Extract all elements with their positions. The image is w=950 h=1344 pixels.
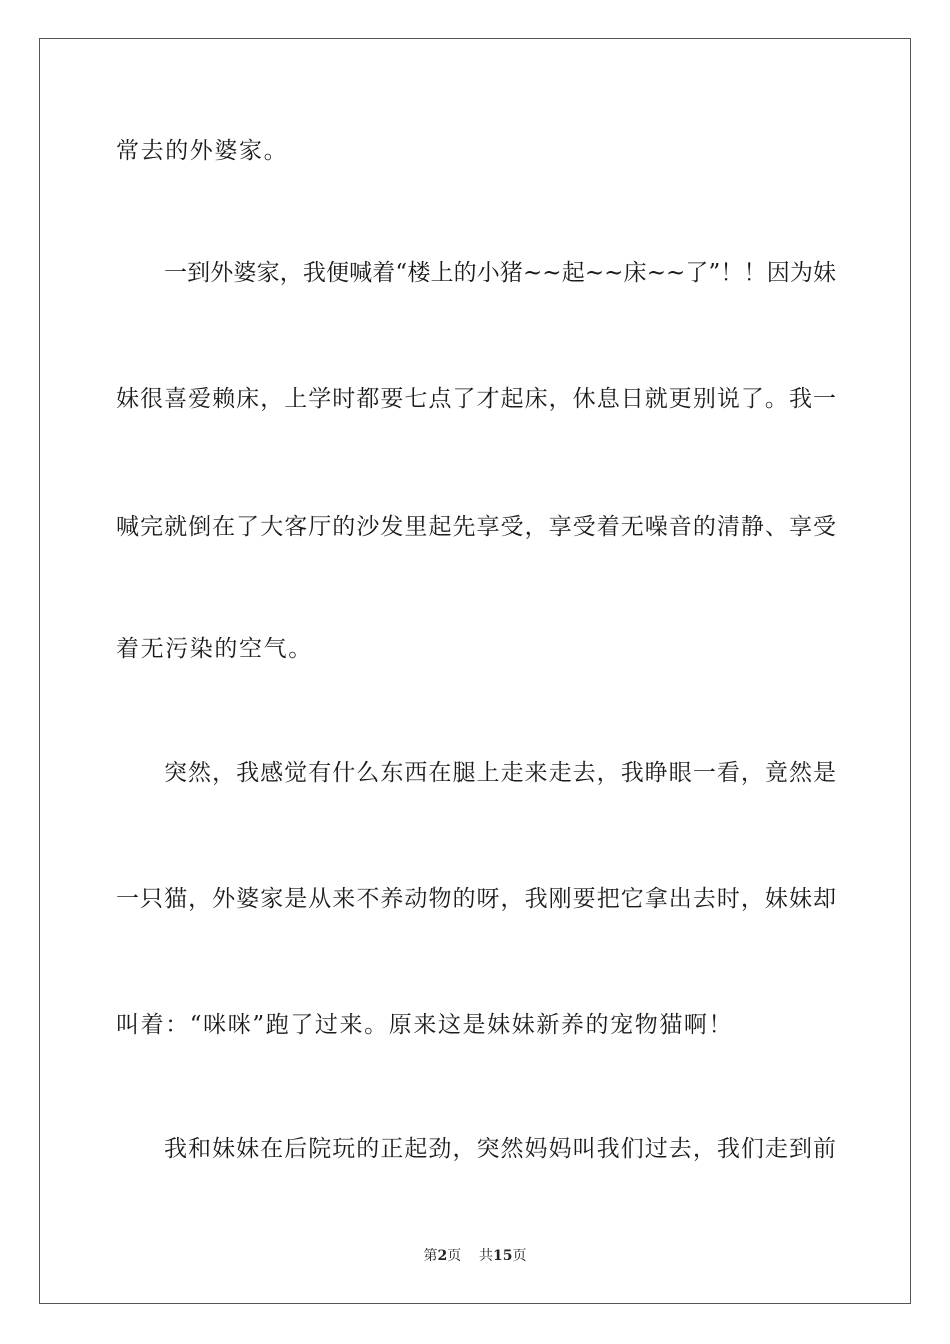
page-border: [39, 38, 911, 1304]
text-line-4: 喊完就倒在了大客厅的沙发里起先享受，享受着无噪音的清静、享受: [116, 514, 836, 540]
footer-total-suffix: 页: [512, 1248, 527, 1264]
text-line-7: 一只猫，外婆家是从来不养动物的呀，我刚要把它拿出去时，妹妹却: [116, 886, 836, 912]
footer-total-prefix: 共: [479, 1248, 494, 1264]
text-line-1: 常去的外婆家。: [116, 138, 289, 164]
text-line-8: 叫着：“咪咪”跑了过来。原来这是妹妹新养的宠物猫啊！: [116, 1012, 734, 1038]
page-footer: [0, 1247, 950, 1265]
text-line-3: 妹很喜爱赖床，上学时都要七点了才起床，休息日就更别说了。我一: [116, 386, 836, 412]
footer-page-suffix: 页: [447, 1248, 462, 1264]
text-line-2: 一到外婆家，我便喊着“楼上的小猪~~起~~床~~了”！！因为妹: [164, 260, 836, 286]
footer-page-number: 2: [437, 1248, 448, 1264]
text-line-5: 着无污染的空气。: [116, 636, 313, 662]
text-line-6: 突然，我感觉有什么东西在腿上走来走去，我睁眼一看，竟然是: [164, 760, 836, 786]
footer-page-prefix: 第: [423, 1248, 438, 1264]
text-line-9: 我和妹妹在后院玩的正起劲，突然妈妈叫我们过去，我们走到前: [164, 1136, 836, 1162]
footer-total-pages: 15: [493, 1248, 513, 1264]
